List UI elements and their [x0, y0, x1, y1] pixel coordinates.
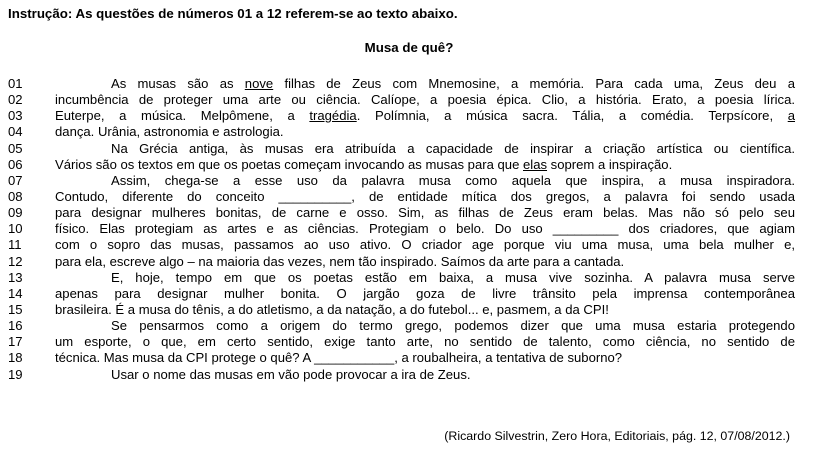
text-segment: . Polímnia, a música sacra. Tália, a comédia. Terpsícore,	[356, 108, 788, 124]
text-line	[8, 108, 808, 124]
line-number: 09	[8, 205, 23, 221]
text-segment: Se pensarmos como a origem do termo grego, podemos dizer que uma musa estaria protegendo	[111, 318, 795, 334]
line-text	[55, 157, 795, 173]
text-line	[8, 367, 808, 383]
line-number: 14	[8, 285, 23, 301]
text-segment: Usar o nome das musas em vão pode provocar a ira de Zeus.	[111, 366, 471, 382]
text-line	[8, 254, 808, 270]
text-line	[8, 141, 808, 157]
line-text	[55, 286, 795, 302]
text-line	[8, 334, 808, 350]
text-line	[8, 237, 808, 253]
text-segment: Vários são os textos em que os poetas começam invocando as musas para que	[55, 156, 523, 172]
line-number: 02	[8, 92, 23, 108]
text-line	[8, 189, 808, 205]
text-line	[8, 157, 808, 173]
text-segment: brasileira. É a musa do tênis, a do atletismo, a da natação, a do futebol... e, pasmem, a da CPI!	[55, 301, 609, 317]
line-number: 10	[8, 221, 23, 237]
line-text	[55, 254, 795, 270]
text-segment: E, hoje, tempo em que os poetas estão em baixa, a musa vive sozinha. A palavra musa serve	[111, 269, 795, 285]
line-text	[55, 302, 795, 318]
text-line	[8, 221, 808, 237]
line-text	[55, 173, 795, 189]
line-number: 01	[8, 76, 23, 91]
line-text	[55, 108, 795, 124]
line-number: 03	[8, 108, 23, 124]
text-segment: apenas para designar mulher bonita. O jargão goza de livre trânsito pela imprensa contemporânea	[55, 285, 795, 301]
line-text	[55, 124, 795, 140]
text-body	[8, 76, 808, 383]
text-segment: técnica. Mas musa da CPI protege o quê? A ___________, a roubalheira, a tentativa de suborno?	[55, 350, 623, 366]
line-text	[55, 334, 795, 350]
line-text	[55, 367, 795, 383]
line-text	[55, 141, 795, 157]
text-segment: Assim, chega-se a esse uso da palavra musa como aquela que inspira, a musa inspiradora.	[111, 172, 795, 188]
source-citation: (Ricardo Silvestrin, Zero Hora, Editoriais, pág. 12, 07/08/2012.)	[444, 429, 790, 443]
text-segment: para ela, escreve algo – na maioria das vezes, nem tão inspirado. Saímos da arte para a cantada.	[55, 253, 625, 269]
line-number: 19	[8, 366, 23, 382]
line-text	[55, 189, 795, 205]
underlined-word: nove	[244, 76, 274, 91]
text-segment: dança. Urânia, astronomia e astrologia.	[55, 124, 284, 140]
line-number: 05	[8, 140, 23, 156]
instruction-heading: Instrução: As questões de números 01 a 12 referem-se ao texto abaixo.	[8, 6, 458, 21]
text-segment: Contudo, diferente do conceito __________, de entidade mítica dos gregos, a palavra foi sendo usada	[55, 188, 795, 204]
underlined-word: tragédia	[309, 108, 357, 124]
line-number: 17	[8, 334, 23, 350]
text-line	[8, 92, 808, 108]
underlined-word: elas	[523, 156, 548, 172]
line-number: 11	[8, 237, 22, 253]
text-segment: Na Grécia antiga, às musas era atribuída a capacidade de inspirar a criação artística ou científica.	[111, 140, 795, 156]
line-number: 07	[8, 172, 23, 188]
text-line	[8, 205, 808, 221]
line-number: 15	[8, 301, 23, 317]
text-segment: físico. Elas protegiam as artes e as ciências. Protegiam o belo. Do uso _________ dos criadores, que agiam	[55, 221, 795, 237]
line-text	[55, 76, 795, 92]
line-number: 04	[8, 124, 23, 140]
line-text	[55, 92, 795, 108]
line-text	[55, 221, 795, 237]
text-segment: um esporte, o que, em certo sentido, exige tanto arte, no sentido de talento, como ciência, no sentido de	[55, 334, 795, 350]
text-line	[8, 302, 808, 318]
text-line	[8, 270, 808, 286]
line-number: 06	[8, 156, 23, 172]
text-title: Musa de quê?	[364, 40, 454, 55]
line-number: 12	[8, 253, 23, 269]
line-number: 16	[8, 318, 23, 334]
text-line	[8, 76, 808, 92]
text-segment: soprem a inspiração.	[547, 156, 673, 172]
text-segment: filhas de Zeus com Mnemosine, a memória. Para cada uma, Zeus deu a	[273, 76, 795, 91]
text-line	[8, 173, 808, 189]
text-segment: As musas são as	[111, 76, 245, 91]
text-segment: incumbência de proteger uma arte ou ciência. Calíope, a poesia épica. Clio, a história. Erato, a poesia lírica.	[55, 92, 795, 108]
text-line	[8, 124, 808, 140]
line-text	[55, 318, 795, 334]
text-segment: Euterpe, a música. Melpômene, a	[55, 108, 310, 124]
text-line	[8, 350, 808, 366]
text-line	[8, 318, 808, 334]
text-segment: com o sopro das musas, passamos ao uso ativo. O criador age porque viu uma musa, uma bela mulher e,	[55, 237, 795, 253]
text-segment: para designar mulheres bonitas, de carne e osso. Sim, as filhas de Zeus eram belas. Mas não só pelo seu	[55, 205, 795, 221]
text-line	[8, 286, 808, 302]
line-number: 18	[8, 350, 23, 366]
underlined-word: a	[787, 108, 796, 124]
line-text	[55, 237, 795, 253]
line-number: 08	[8, 188, 23, 204]
line-text	[55, 350, 795, 366]
line-number: 13	[8, 269, 23, 285]
line-text	[55, 205, 795, 221]
line-text	[55, 270, 795, 286]
